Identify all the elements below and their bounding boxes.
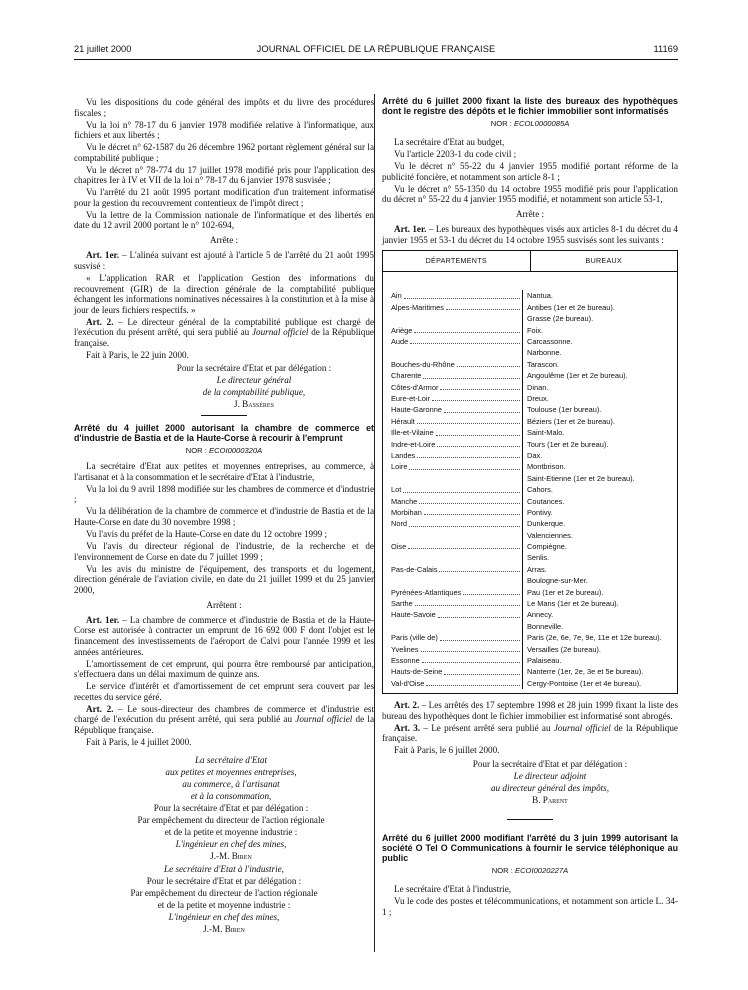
article-1: Art. 1er. – Les bureaux des hypothèques visés aux articles 8-1 du décret du 4 janvier 1955 et 53-1 du décret du 14 octobre 1955 susvisés sont les suivants : <box>382 224 678 245</box>
departement-name: Pyrénées-Atlantiques <box>391 587 462 597</box>
article-label: Art. 2. <box>394 700 420 711</box>
bureau-name: Palaiseau. <box>527 655 562 665</box>
bureau-name: Dax. <box>527 450 543 460</box>
bureau-name: Compiègne. <box>527 542 567 552</box>
visa: Vu le décret n° 78-774 du 17 juillet 1978 modifié pris pour l'application des chapitres Ier à IV et VII de la loi n° 78-17 du 6 janvier 1978 susvisée ; <box>74 164 374 186</box>
leader-dots <box>421 644 520 652</box>
bureau-name: Arras. <box>527 564 547 574</box>
bureau-name: Saint-Etienne (1er et 2e bureau). <box>527 473 635 483</box>
departement-name: Val-d'Oise <box>391 678 425 688</box>
column-header-bureaux: BUREAUX <box>530 251 678 272</box>
departement-name: Essonne <box>391 655 420 665</box>
table-row-departement <box>391 666 522 677</box>
table-row-departement <box>391 404 522 415</box>
left-column: Vu les dispositions du code général des impôts et du livre des procédures fiscales ; Vu la loi n° 78-17 du 6 janvier 1978 modifiée relative à l'informatique, aux fichiers et aux libertés ; Vu le décret n° 62-1587 du 26 décembre 1962 portant règlement général sur la comptabilité publique ; Vu le décret n° 78-774 du 17 juillet 1978 modifié pris pour l'application des chapitres Ier à IV et VII de la loi n° 78-17 du 6 janvier 1978 susvisée ; Vu l'arrêté du 21 août 1995 portant modification d'un traitement informatisé pour la gestion du recouvrement contentieux de l'impôt direct ; Vu la lettre de la Commission nationale de l'informatique et des libertés en date du 12 avril 2000 portant le n° 102-694, Arrête : Art. 1er. – L'alinéa suivant est ajouté à l'article 5 de l'arrêté du 21 août 1995 susvisé : « L'application RAR et l'application Gestion des informations du recouvrement (GIR) de la direction générale de la comptabilité publique échangent les informations nominatives nécessaires à la constitution et à la mise à jour de leurs fichiers respectifs. » Art. 2. – Le directeur général de la comptabilité publique est chargé de l'exécution du présent arrêté, qui sera publié au Journal officiel de la République française. Fait à Paris, le 22 juin 2000. Pour la secrétaire d'Etat et par délégation : Le directeur général de la comptabilité publique, J. Bassères Arrêté du 4 juillet 2000 autorisant la chambre de commerce et d'industrie de Bastia et de la Haute-Corse à recourir à l'emprunt NOR : ECOI0000320A La secrétaire d'Etat aux petites et moyennes entreprises, au commerce, à l'artisanat et à la consommation et le secrétaire d'Etat à l'industrie, Vu la loi du 9 avril 1898 modifiée sur les chambres de commerce et d'industrie ; Vu la délibération de la chambre de commerce et d'industrie de Bastia et de la Haute-Corse en date du 30 novembre 1998 ; Vu l'avis du préfet de la Haute-Corse en date du 12 octobre 1999 ; Vu l'avis du directeur régional de l'industrie, de la recherche et de l'environnement de Corse en date du 7 juillet 1999 ; Vu les avis du ministre de l'équipement, des transports et du logement, direction générale de l'aviation civile, en date du 21 juillet 1999 et du 25 janvier 2000, Arrêtent : Art. 1er. – La chambre de commerce et d'industrie de Bastia et de la Haute-Corse est autorisée à contracter un emprunt de 16 692 000 F dont l'objet est le financement des investissements de l'aéroport de Calvi pour l'année 1999 et les années antérieures. L'amortissement de cet emprunt, qui pourra être remboursé par anticipation, s'effectuera dans un délai maximum de quinze ans. Le service d'intérêt et d'amortissement de cet emprunt sera couvert par les recettes du service géré. Art. 2. – Le sous-directeur des chambres de commerce et d'industrie est chargé de l'exécution du présent arrêté, qui sera publié au Journal officiel de la République française. Fait à Paris, le 4 juillet 2000. La secrétaire d'Etat aux petites et moyennes entreprises, au commerce, à l'artisanat et à la consommation, Pour la secrétaire d'Etat et par délégation : Par empêchement du directeur de l'action régionale et de la petite et moyenne industrie : L'ingénieur en chef des mines, J.-M. Biren Le secrétaire d'Etat à l'industrie, Pour le secrétaire d'Etat et par délégation : Par empêchement du directeur de l'action régionale et de la petite et moyenne industrie : L'ingénieur en chef des mines, J.-M. Biren <box>74 97 374 935</box>
decree-title: Arrêté du 4 juillet 2000 autorisant la chambre de commerce et d'industrie de Bastia et de la Haute-Corse à recourir à l'emprunt <box>74 423 374 443</box>
departement-name: Alpes-Maritimes <box>391 302 444 312</box>
table-row-departement <box>391 609 522 620</box>
leader-dots <box>463 587 520 595</box>
article-quote: « L'application RAR et l'application Gestion des informations du recouvrement (GIR) de la direction générale de la comptabilité publique échangent les informations nominatives nécessaires à la constitution et à la mise à jour de leurs fichiers respectifs. » <box>74 273 374 315</box>
bureau-name: Nanterre (1er, 2e, 3e et 5e bureau). <box>527 667 644 677</box>
table-row-departement <box>391 325 522 336</box>
table-row-departement <box>391 336 522 347</box>
leader-dots <box>414 325 520 333</box>
leader-dots <box>439 564 520 572</box>
bureau-name: Montbrison. <box>527 462 566 472</box>
visa: Vu le décret n° 62-1587 du 26 décembre 1962 portant règlement général sur la comptabilité publique ; <box>74 142 374 163</box>
table-row-departement <box>391 678 522 689</box>
bureau-name: Béziers (1er et 2e bureau). <box>527 416 615 426</box>
table-row-departement <box>391 473 522 484</box>
signature-block: La secrétaire d'Etat aux petites et moyennes entreprises, au commerce, à l'artisanat et à la consommation, Pour la secrétaire d'Etat et par délégation : Par empêchement du directeur de l'action régionale et de la petite et moyenne industrie : L'ingénieur en chef des mines, J.-M. Biren <box>74 755 374 861</box>
departement-name: Eure-et-Loir <box>391 394 431 403</box>
bureau-name: Bonneville. <box>527 621 564 631</box>
leader-dots <box>437 439 520 447</box>
departement-name: Landes <box>391 450 416 460</box>
done-at: Fait à Paris, le 6 juillet 2000. <box>394 745 500 756</box>
departement-name: Ille-et-Vilaine <box>391 428 434 438</box>
table-row-departement <box>391 382 522 393</box>
table-row-departement <box>391 359 522 370</box>
table-row-departement <box>391 541 522 552</box>
nor-reference: NOR : ECOL0000085A <box>490 118 570 128</box>
arrete-heading: Arrête : <box>515 209 545 220</box>
bureau-name: Boulogne-sur-Mer. <box>527 576 588 586</box>
leader-dots <box>444 404 520 412</box>
visa: La secrétaire d'Etat au budget, <box>394 137 505 148</box>
article-label: Art. 1er. <box>86 614 120 625</box>
signature-block: Le secrétaire d'Etat à l'industrie, Pour le secrétaire d'Etat et par délégation : Par empêchement du directeur de l'action régionale et de la petite et moyenne industrie : L'ingénieur en chef des mines, J.-M. Biren <box>74 864 374 935</box>
bureau-name: Paris (2e, 6e, 7e, 9e, 11e et 12e bureau). <box>527 633 662 643</box>
departement-name: Hérault <box>391 416 415 426</box>
table-row-departement <box>391 564 522 575</box>
departement-name: Haute-Garonne <box>391 405 442 415</box>
leader-dots <box>417 416 520 424</box>
table-row-departement <box>391 587 522 598</box>
table-row-departement <box>391 393 522 404</box>
bureau-name: Foix. <box>527 325 544 335</box>
table-row-departement <box>391 632 522 643</box>
table-row-departement <box>391 450 522 461</box>
table-row-departement <box>391 507 522 518</box>
leader-dots <box>444 666 520 674</box>
leader-dots <box>417 450 520 458</box>
article-label: Art. 2. <box>86 316 114 327</box>
decree-title: Arrêté du 6 juillet 2000 fixant la liste des bureaux des hypothèques dont le registre des dépôts et le fichier immobilier sont informatisés <box>382 96 678 116</box>
table-row-departement <box>391 370 522 381</box>
bureau-name: Angoulême (1er et 2e bureau). <box>527 371 628 381</box>
article-separator <box>201 415 247 416</box>
bureau-name: Dunkerque. <box>527 519 566 529</box>
leader-dots <box>436 427 520 435</box>
table-row-departement <box>391 552 522 563</box>
visa: Vu la loi n° 78-17 du 6 janvier 1978 modifiée relative à l'informatique, aux fichiers et aux libertés ; <box>74 119 374 141</box>
table-row-departement <box>391 416 522 427</box>
table-body <box>383 272 677 693</box>
header-rule <box>74 59 678 60</box>
signatory-name: J. Bassères <box>234 398 274 409</box>
visa: Vu l'avis du directeur régional de l'industrie, de la recherche et de l'environnement de Corse en date du 7 juillet 1999 ; <box>74 541 374 562</box>
leader-dots <box>422 655 520 663</box>
nor-reference: NOR : ECOI0020227A <box>491 865 569 875</box>
table-row-departement <box>391 461 522 472</box>
table-row-departement <box>391 439 522 450</box>
article-separator <box>507 819 553 820</box>
departement-name: Charente <box>391 371 422 381</box>
table-row-departement <box>391 530 522 541</box>
table-row-departement <box>391 655 522 666</box>
departements-column <box>383 290 523 689</box>
visa: La secrétaire d'Etat aux petites et moyennes entreprises, au commerce, à l'artisanat et à la consommation et le secrétaire d'Etat à l'industrie, <box>74 461 374 482</box>
bureaux-table <box>382 250 678 694</box>
departement-name: Morbihan <box>391 507 422 517</box>
bureau-name: Cergy-Pontoise (1er et 4e bureau). <box>527 678 642 688</box>
leader-dots <box>438 609 520 617</box>
leader-dots <box>409 518 520 526</box>
departement-name: Manche <box>391 496 418 506</box>
bureau-name: Grasse (2e bureau). <box>527 314 594 324</box>
visa: Vu l'arrêté du 21 août 1995 portant modification d'un traitement informatisé pour la gestion du recouvrement contentieux de l'impôt direct ; <box>74 187 374 208</box>
visa: Vu le code des postes et télécommunications, et notamment son article L. 34-1 ; <box>382 896 678 918</box>
leader-dots <box>457 359 520 367</box>
visa: Le secrétaire d'Etat à l'industrie, <box>394 884 512 895</box>
visa: Vu la lettre de la Commission nationale de l'informatique et des libertés en date du 12 avril 2000 portant le n° 102-694, <box>74 209 374 231</box>
article-1: Art. 1er. – La chambre de commerce et d'industrie de Bastia et de la Haute-Corse est autorisée à contracter un emprunt de 16 692 000 F dont l'objet est le financement des investissements de l'aéroport de Calvi pour l'année 1999 et les années antérieures. <box>74 614 374 657</box>
table-row-departement <box>391 484 522 495</box>
bureau-name: Nantua. <box>527 291 553 301</box>
bureau-name: Pau (1er et 2e bureau). <box>527 587 604 597</box>
table-header <box>383 251 677 272</box>
right-column <box>382 97 678 919</box>
visa: Vu la loi du 9 avril 1898 modifiée sur les chambres de commerce et d'industrie ; <box>74 483 374 505</box>
nor-reference: NOR : ECOI0000320A <box>185 445 263 455</box>
table-row-departement <box>391 347 522 358</box>
visa: Vu le décret n° 55-1350 du 14 octobre 1955 modifié pris pour l'application du décret n° 55-22 du 4 janvier 1955 modifié, et notamment son article 53-1, <box>382 183 678 205</box>
table-row-departement <box>391 427 522 438</box>
bureau-name: Cahors. <box>527 485 553 495</box>
visa: Vu l'avis du préfet de la Haute-Corse en date du 12 octobre 1999 ; <box>86 529 328 540</box>
table-row-departement <box>391 496 522 507</box>
leader-dots <box>403 484 520 492</box>
journal-title: JOURNAL OFFICIEL DE LA RÉPUBLIQUE FRANÇAISE <box>256 44 496 54</box>
bureau-name: Saint-Malo. <box>527 428 565 438</box>
bureau-name: Toulouse (1er bureau). <box>527 405 602 415</box>
leader-dots <box>419 496 520 504</box>
departement-name: Indre-et-Loire <box>391 439 436 449</box>
table-row-departement <box>391 518 522 529</box>
visa: Vu le décret n° 55-22 du 4 janvier 1955 modifié portant réforme de la publicité foncière, et notamment son article 8-1 ; <box>382 161 678 182</box>
table-row-departement <box>391 302 522 313</box>
departement-name: Paris (ville de) <box>391 633 438 643</box>
bureau-name: Carcassonne. <box>527 337 573 347</box>
done-at: Fait à Paris, le 22 juin 2000. <box>86 349 189 360</box>
departement-name: Oise <box>391 542 407 552</box>
departement-name: Ariège <box>391 325 413 335</box>
departement-name: Loire <box>391 462 408 472</box>
visa: Vu l'article 2203-1 du code civil ; <box>394 149 517 160</box>
arrete-heading: Arrête : <box>209 235 239 246</box>
column-separator <box>374 94 375 952</box>
leader-dots <box>426 678 520 686</box>
signatory-name: B. Parent <box>532 794 568 805</box>
article-3: Art. 3. – Le présent arrêté sera publié au Journal officiel de la République française. <box>382 722 678 744</box>
page-number: 11169 <box>653 44 678 54</box>
done-at: Fait à Paris, le 4 juillet 2000. <box>86 736 192 747</box>
running-header <box>74 44 678 58</box>
departement-name: Côtes-d'Armor <box>391 382 439 392</box>
leader-dots <box>446 302 520 310</box>
article-2: Art. 2. – Le sous-directeur des chambres de commerce et d'industrie est chargé de l'exécution du présent arrêté, qui sera publié au Journal officiel de la République française. <box>74 703 374 735</box>
article-label: Art. 2. <box>86 703 114 714</box>
issue-date: 21 juillet 2000 <box>74 44 132 54</box>
visa: Vu les dispositions du code général des impôts et du livre des procédures fiscales ; <box>74 97 374 118</box>
leader-dots <box>410 336 520 344</box>
departement-name: Hauts-de-Seine <box>391 667 443 677</box>
leader-dots <box>409 461 520 469</box>
table-row-departement <box>391 621 522 632</box>
departement-name: Ain <box>391 291 402 301</box>
signatory-name: J.-M. Biren <box>210 850 252 861</box>
departement-name: Pas-de-Calais <box>391 564 438 574</box>
article-2: Art. 2. – Le directeur général de la comptabilité publique est chargé de l'exécution du présent arrêté, qui sera publié au Journal officiel de la République française. <box>74 316 374 348</box>
bureau-name: Valenciennes. <box>527 530 573 540</box>
bureau-name: Narbonne. <box>527 348 562 358</box>
bureau-name: Dinan. <box>527 382 549 392</box>
bureaux-column <box>523 290 677 689</box>
bureau-name: Coutances. <box>527 496 565 506</box>
table-row-departement <box>391 313 522 324</box>
departement-name: Yvelines <box>391 644 419 654</box>
bureau-name: Antibes (1er et 2e bureau). <box>527 302 615 312</box>
leader-dots <box>404 290 520 298</box>
bureau-name: Annecy. <box>527 610 554 620</box>
leader-dots <box>440 382 520 390</box>
bureau-name: Pontivy. <box>527 507 553 517</box>
bureau-name: Tours (1er et 2e bureau). <box>527 439 609 449</box>
signature-block: Pour la secrétaire d'Etat et par délégation : Le directeur adjoint au directeur général des impôts, B. Parent <box>382 759 678 806</box>
article-label: Art. 1er. <box>394 224 427 235</box>
departement-name: Haute-Savoie <box>391 610 436 620</box>
departement-name: Nord <box>391 519 408 529</box>
departement-name: Sarthe <box>391 599 413 609</box>
visa: Vu les avis du ministre de l'équipement, des transports et du logement, direction générale de l'aviation civile, en date du 21 juillet 1999 et du 25 janvier 2000, <box>74 563 374 595</box>
leader-dots <box>440 632 520 640</box>
article-1: Art. 1er. – L'alinéa suivant est ajouté à l'article 5 de l'arrêté du 21 août 1995 susvisé : <box>74 250 374 272</box>
table-row-departement <box>391 575 522 586</box>
departement-name: Aude <box>391 337 409 347</box>
article-2: Art. 2. – Les arrêtés des 17 septembre 1998 et 28 juin 1999 fixant la liste des bureau des hypothèques dont le fichier immobilier est informatisé sont abrogés. <box>382 700 679 721</box>
table-row-departement <box>391 644 522 655</box>
leader-dots <box>408 541 520 549</box>
visa: Vu la délibération de la chambre de commerce et d'industrie de Bastia et de la Haute-Corse en date du 30 novembre 1998 ; <box>74 506 374 528</box>
signatory-name: J.-M. Biren <box>203 924 245 935</box>
column-header-departements: DÉPARTEMENTS <box>425 256 487 265</box>
signature-block: Pour la secrétaire d'Etat et par délégation : Le directeur général de la comptabilité publique, J. Bassères <box>74 363 374 410</box>
leader-dots <box>423 370 520 378</box>
leader-dots <box>432 393 520 401</box>
bureau-name: Tarascon. <box>527 359 560 369</box>
table-row-departement <box>391 290 522 301</box>
leader-dots <box>415 598 520 606</box>
article-label: Art. 1er. <box>86 250 120 261</box>
bureau-name: Le Mans (1er et 2e bureau). <box>527 599 619 609</box>
departement-name: Bouches-du-Rhône <box>391 359 455 369</box>
leader-dots <box>424 507 520 515</box>
bureau-name: Versailles (2e bureau). <box>527 644 601 654</box>
bureau-name: Senlis. <box>527 553 550 563</box>
departement-name: Lot <box>391 485 402 495</box>
table-row-departement <box>391 598 522 609</box>
arretent-heading: Arrêtent : <box>206 599 242 610</box>
article-label: Art. 3. <box>394 722 421 733</box>
decree-title: Arrêté du 6 juillet 2000 modifiant l'arrêté du 3 juin 1999 autorisant la société O Tel O Communications à fournir le service téléphonique au public <box>382 833 678 864</box>
bureau-name: Dreux. <box>527 394 549 403</box>
